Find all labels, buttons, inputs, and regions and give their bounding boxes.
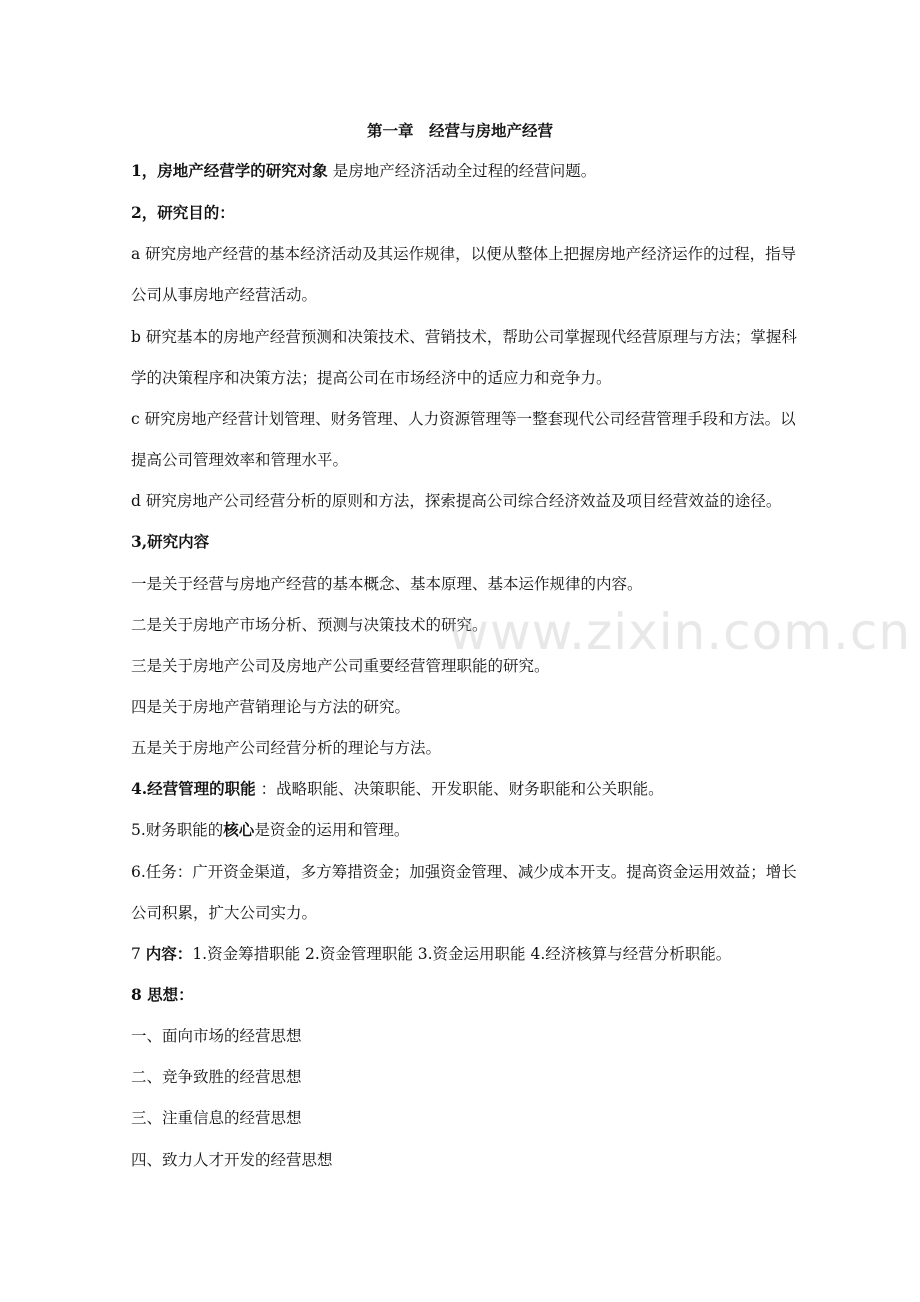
thought-item-1: 一、面向市场的经营思想	[131, 1027, 302, 1045]
financial-core-suffix: 是资金的运用和管理。	[254, 821, 410, 839]
purpose-a-line-1: a 研究房地产经营的基本经济活动及其运作规律，以便从整体上把握房地产经济运作的过程，指导	[131, 245, 797, 263]
management-functions-text: ：战略职能、决策职能、开发职能、财务职能和公关职能。	[255, 780, 664, 798]
financial-core-bold: 核心	[223, 820, 255, 839]
research-content-heading: 3,研究内容	[131, 532, 210, 551]
purpose-c-line-2: 提高公司管理效率和管理水平。	[131, 451, 349, 469]
content-item-one: 一是关于经营与房地产经营的基本概念、基本原理、基本运作规律的内容。	[131, 575, 643, 593]
thought-item-3: 三、注重信息的经营思想	[131, 1109, 302, 1127]
content-item-five: 五是关于房地产公司经营分析的理论与方法。	[131, 739, 442, 757]
thoughts-heading: 8 思想：	[131, 985, 194, 1004]
content-item-three: 三是关于房地产公司及房地产公司重要经营管理职能的研究。	[131, 657, 550, 675]
research-object-text: 是房地产经济活动全过程的经营问题。	[327, 162, 597, 180]
paragraph-research-object	[131, 161, 831, 181]
thought-item-4: 四、致力人才开发的经营思想	[131, 1151, 333, 1169]
paragraph-financial-core	[131, 820, 831, 840]
purpose-b-line-1: b 研究基本的房地产经营预测和决策技术、营销技术，帮助公司掌握现代经营原理与方法；掌握科	[131, 328, 797, 346]
purpose-d-line-1: d 研究房地产公司经营分析的原则和方法，探索提高公司综合经济效益及项目经营效益的途径。	[131, 492, 782, 510]
contents-label: 内容：	[145, 944, 193, 963]
research-purpose-heading: 2，研究目的：	[131, 203, 235, 222]
thought-item-2: 二、竞争致胜的经营思想	[131, 1068, 302, 1086]
paragraph-contents	[131, 944, 831, 964]
contents-text: 1.资金筹措职能 2.资金管理职能 3.资金运用职能 4.经济核算与经营分析职能。	[192, 945, 732, 963]
management-functions-label: 4.经营管理的职能	[131, 779, 256, 798]
watermark: www.zixin.com.cn	[448, 603, 912, 661]
contents-number: 7	[131, 945, 146, 963]
paragraph-management-functions	[131, 779, 831, 799]
purpose-b-line-2: 学的决策程序和决策方法；提高公司在市场经济中的适应力和竞争力。	[131, 369, 612, 387]
purpose-c-line-1: c 研究房地产经营计划管理、财务管理、人力资源管理等一整套现代公司经营管理手段和方法。以	[131, 410, 796, 428]
tasks-line-1: 6.任务：广开资金渠道，多方筹措资金；加强资金管理、减少成本开支。提高资金运用效益；增长	[131, 863, 797, 881]
research-object-label: 1，房地产经营学的研究对象	[131, 161, 328, 180]
purpose-a-line-2: 公司从事房地产经营活动。	[131, 286, 318, 304]
financial-core-prefix: 5.财务职能的	[131, 821, 224, 839]
chapter-title: 第一章 经营与房地产经营	[366, 121, 553, 140]
tasks-line-2: 公司积累，扩大公司实力。	[131, 904, 318, 922]
content-item-two: 二是关于房地产市场分析、预测与决策技术的研究。	[131, 616, 488, 634]
content-item-four: 四是关于房地产营销理论与方法的研究。	[131, 698, 411, 716]
